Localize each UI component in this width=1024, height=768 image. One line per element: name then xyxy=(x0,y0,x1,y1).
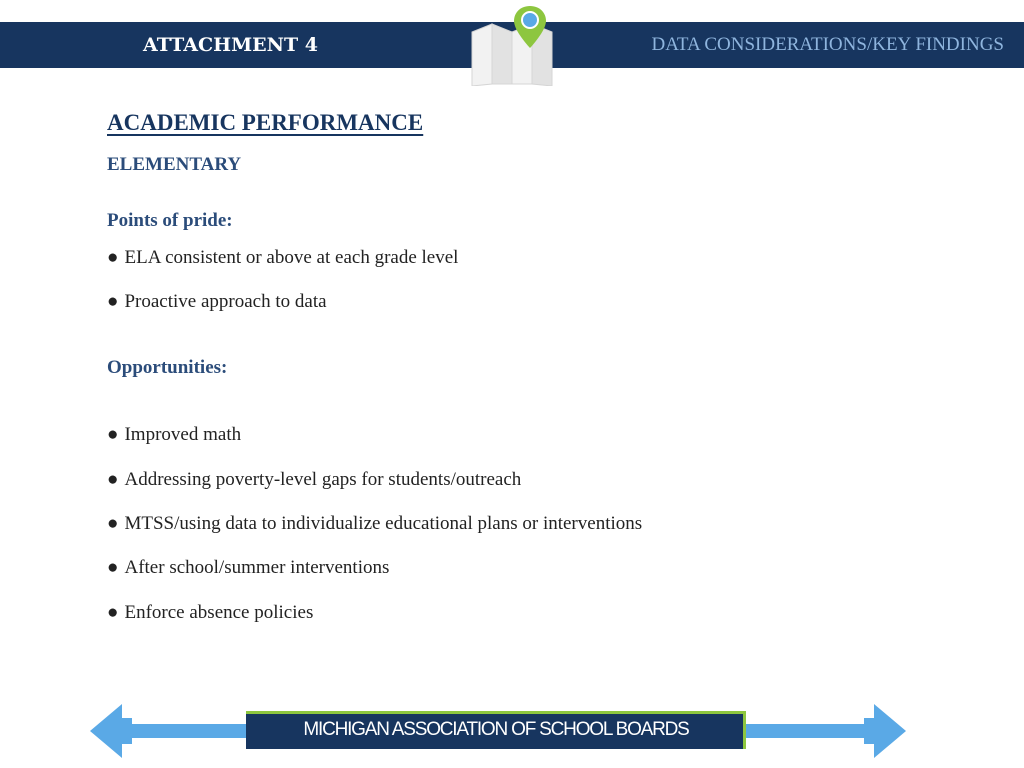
list-item: ● MTSS/using data to individualize educational plans or interventions xyxy=(107,513,643,534)
list-item: ● ELA consistent or above at each grade level xyxy=(107,247,459,268)
attachment-label: ATTACHMENT 4 xyxy=(143,34,318,56)
bullet-icon: ● xyxy=(107,602,119,623)
list-item: ● Proactive approach to data xyxy=(107,291,327,312)
page-title: ACADEMIC PERFORMANCE xyxy=(107,110,424,135)
bullet-icon: ● xyxy=(107,557,119,578)
organization-name: MICHIGAN ASSOCIATION OF SCHOOL BOARDS xyxy=(303,719,689,740)
bullet-icon: ● xyxy=(107,513,119,534)
list-item: ● Addressing poverty-level gaps for students/outreach xyxy=(107,469,522,490)
section-label: DATA CONSIDERATIONS/KEY FINDINGS xyxy=(651,34,1004,55)
map-pin-icon xyxy=(468,4,556,86)
list-item: ● Enforce absence policies xyxy=(107,602,314,623)
list-item: ● After school/summer interventions xyxy=(107,557,390,578)
bullet-icon: ● xyxy=(107,424,119,445)
page-subtitle: ELEMENTARY xyxy=(107,154,242,175)
points-of-pride-heading: Points of pride: xyxy=(107,210,233,231)
bullet-icon: ● xyxy=(107,247,119,268)
bullet-icon: ● xyxy=(107,291,119,312)
list-item: ● Improved math xyxy=(107,424,242,445)
bullet-icon: ● xyxy=(107,469,119,490)
opportunities-heading: Opportunities: xyxy=(107,357,228,378)
